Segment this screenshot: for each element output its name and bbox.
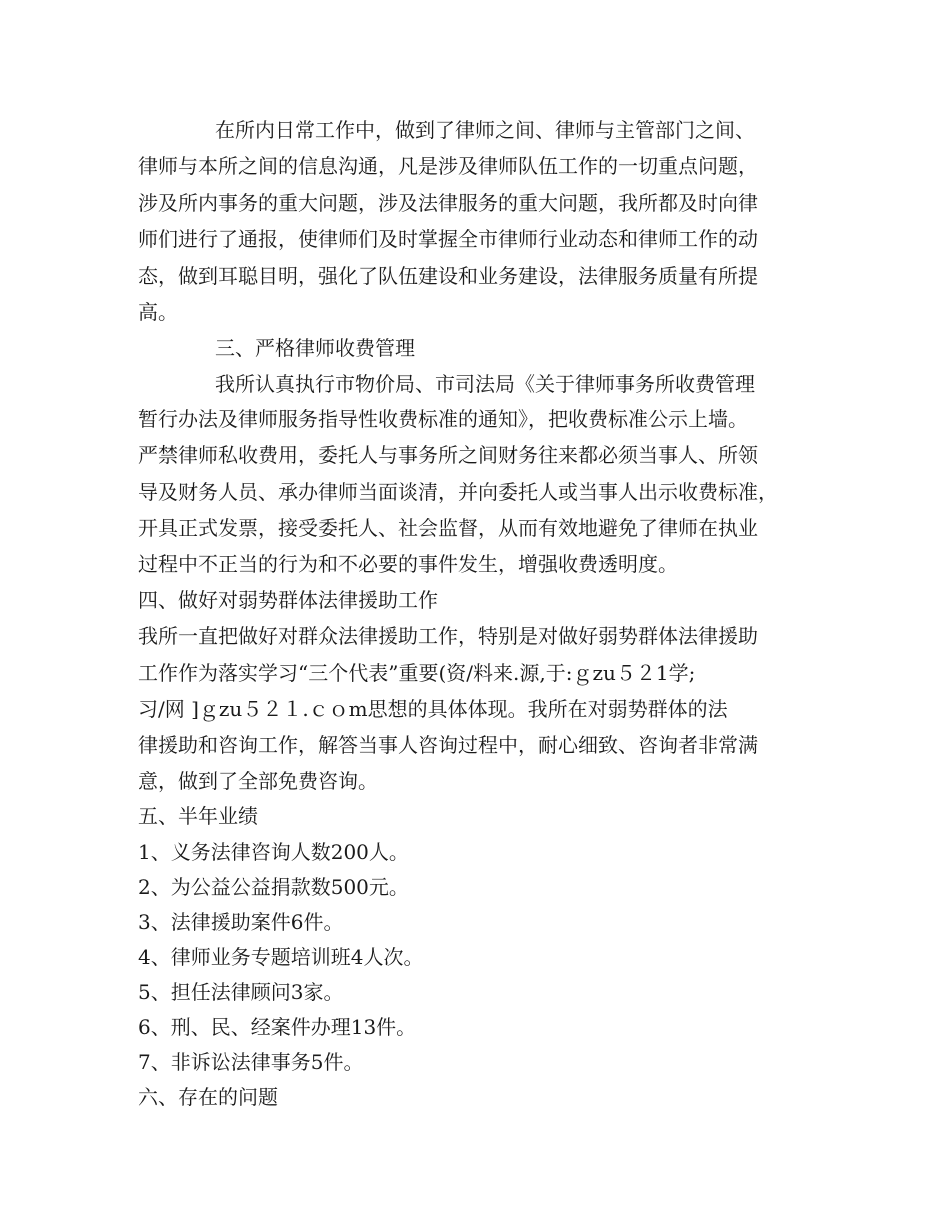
paragraph-line: 意，做到了全部免费咨询。 (138, 769, 378, 793)
list-item: 2、为公益公益捐款数500元。 (138, 875, 409, 899)
paragraph-line: 高。 (138, 300, 178, 324)
paragraph-line: 暂行办法及律师服务指导性收费标准的通知》，把收费标准公示上墙。 (138, 407, 748, 431)
section-heading: 四、做好对弱势群体法律援助工作 (138, 588, 438, 612)
list-item: 7、非诉讼法律事务5件。 (138, 1050, 364, 1074)
paragraph-line: 律师与本所之间的信息沟通，凡是涉及律师队伍工作的一切重点问题， (138, 154, 758, 178)
paragraph-line: 导及财务人员、承办律师当面谈清，并向委托人或当事人出示收费标准， (138, 480, 778, 504)
section-heading: 六、存在的问题 (138, 1085, 278, 1109)
list-item: 3、法律援助案件6件。 (138, 910, 344, 934)
paragraph-line: 师们进行了通报，使律师们及时掌握全市律师行业动态和律师工作的动 (138, 227, 758, 251)
list-item: 1、义务法律咨询人数200人。 (138, 840, 409, 864)
paragraph-line: 在所内日常工作中，做到了律师之间、律师与主管部门之间、 (215, 118, 755, 142)
paragraph-line: 我所认真执行市物价局、市司法局《关于律师事务所收费管理 (215, 372, 755, 396)
paragraph-line: 习/网 ]ｇzu５２１.ｃｏm思想的具体体现。我所在对弱势群体的法 (138, 697, 728, 721)
paragraph-line: 律援助和咨询工作，解答当事人咨询过程中，耐心细致、咨询者非常满 (138, 733, 758, 757)
section-heading: 三、严格律师收费管理 (215, 336, 415, 360)
paragraph-line: 态，做到耳聪目明，强化了队伍建设和业务建设，法律服务质量有所提 (138, 264, 758, 288)
paragraph-line: 过程中不正当的行为和不必要的事件发生，增强收费透明度。 (138, 552, 678, 576)
paragraph-line: 涉及所内事务的重大问题，涉及法律服务的重大问题，我所都及时向律 (138, 191, 758, 215)
list-item: 5、担任法律顾问3家。 (138, 980, 344, 1004)
list-item: 6、刑、民、经案件办理13件。 (138, 1015, 417, 1039)
section-heading: 五、半年业绩 (138, 804, 258, 828)
paragraph-line: 开具正式发票，接受委托人、社会监督，从而有效地避免了律师在执业 (138, 516, 758, 540)
paragraph-line: 我所一直把做好对群众法律援助工作，特别是对做好弱势群体法律援助 (138, 624, 758, 648)
list-item: 4、律师业务专题培训班4人次。 (138, 945, 424, 969)
paragraph-line: 工作作为落实学习“三个代表”重要(资/料来.源,于:ｇzu５２1学; (138, 661, 696, 685)
paragraph-line: 严禁律师私收费用，委托人与事务所之间财务往来都必须当事人、所领 (138, 443, 758, 467)
